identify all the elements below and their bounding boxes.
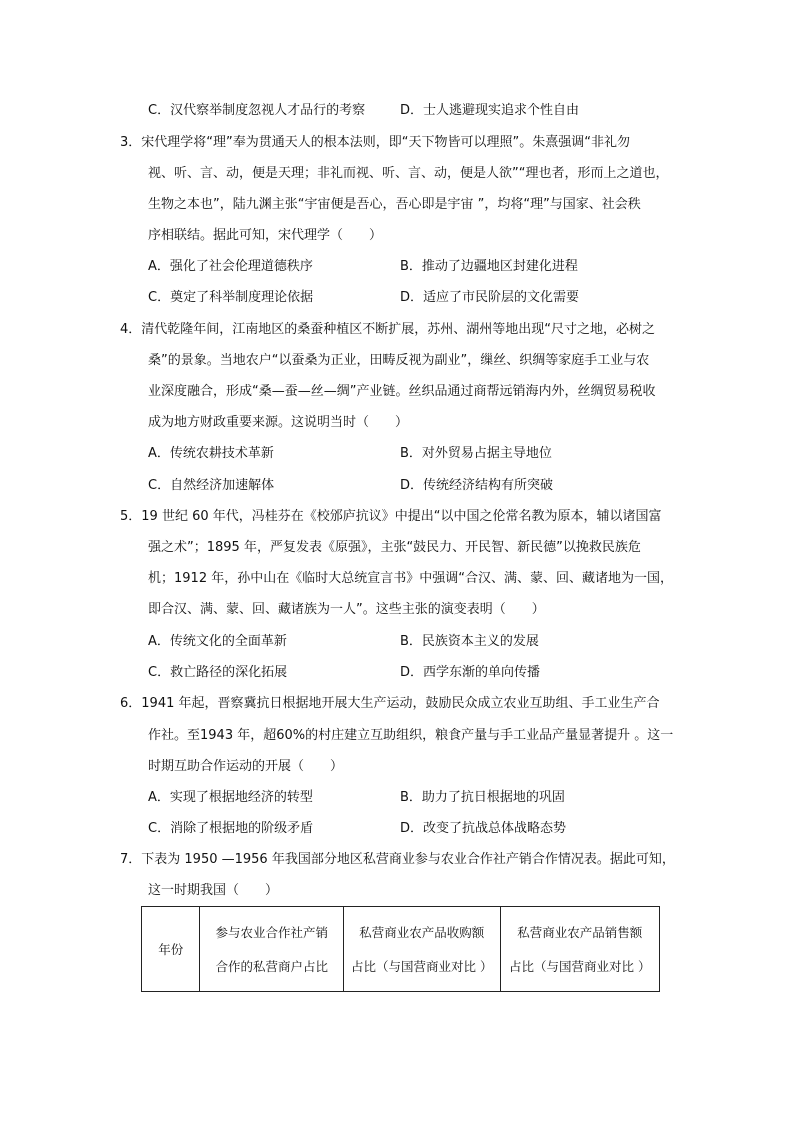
q4-option-c: C．自然经济加速解体 (148, 478, 275, 493)
q5-stem-line-3: 机；1912 年，孙中山在《临时大总统宣言书》中强调“合汉、满、蒙、回、藏诸地为一国， (148, 571, 673, 586)
q3-option-b: B．推动了边疆地区封建化进程 (400, 259, 578, 274)
header-sales-share (500, 907, 660, 992)
header-purchase-line-1: 私营商业农产品收购额 (359, 925, 485, 940)
q5-stem-line-1: 5．19 世纪 60 年代，冯桂芬在《校邠庐抗议》中提出“以中国之伦常名教为原本，辅以诸国富 (120, 509, 662, 524)
q4-stem-line-1: 4．清代乾隆年间，江南地区的桑蚕种植区不断扩展，苏州、湖州等地出现“尺寸之地，必树之 (120, 322, 656, 337)
q4-option-a: A．传统农耕技术革新 (148, 446, 274, 461)
q4-stem-line-4: 成为地方财政重要来源。这说明当时（ ） (148, 415, 409, 430)
header-year: 年份 (142, 907, 200, 992)
q3-stem-line-2: 视、听、言、动，便是天理；非礼而视、听、言、动，便是人欲”“理也者，形而上之道也， (148, 166, 669, 181)
q5-stem-line-2: 强之术”；1895 年，严复发表《原强》，主张“鼓民力、开民智、新民德”以挽救民族危 (148, 540, 641, 555)
header-participation-line-1: 参与农业合作社产销 (215, 925, 328, 940)
q5-option-d: D．西学东渐的单向传播 (400, 665, 541, 680)
q3-option-d: D．适应了市民阶层的文化需要 (400, 290, 580, 305)
q6-option-c: C．消除了根据地的阶级矛盾 (148, 821, 314, 836)
q5-option-a: A．传统文化的全面革新 (148, 634, 287, 649)
q7-stem-line-2: 这一时期我国（ ） (148, 883, 279, 898)
q6-option-a: A．实现了根据地经济的转型 (148, 790, 313, 805)
q2-option-c: C．汉代察举制度忽视人才品行的考察 (148, 103, 366, 118)
header-participation-share (200, 907, 344, 992)
q4-stem-line-2: 桑”的景象。当地农户“以蚕桑为正业，田畴反视为副业”，缫丝、织绸等家庭手工业与农 (148, 353, 650, 368)
header-purchase-share (344, 907, 501, 992)
table-header-row (142, 907, 660, 992)
q3-stem-line-1: 3．宋代理学将“理”奉为贯通天人的根本法则，即“天下物皆可以理照”。朱熹强调“非礼勿 (120, 135, 630, 150)
q3-option-c: C．奠定了科举制度理论依据 (148, 290, 314, 305)
q5-option-c: C．救亡路径的深化拓展 (148, 665, 288, 680)
q7-data-table (141, 906, 660, 992)
q4-option-d: D．传统经济结构有所突破 (400, 478, 554, 493)
q6-stem-line-2: 作社。至1943 年，超60%的村庄建立互助组织，粮食产量与手工业品产量显著提升 。这一 (148, 728, 674, 743)
q6-stem-line-1: 6．1941 年起，晋察冀抗日根据地开展大生产运动，鼓励民众成立农业互助组、手工业生产合 (120, 696, 660, 711)
q2-option-d: D．士人逃避现实追求个性自由 (400, 103, 580, 118)
header-participation-line-2: 合作的私营商户占比 (215, 959, 328, 974)
q3-stem-line-3: 生物之本也”，陆九渊主张“宇宙便是吾心，吾心即是宇宙 ”，均将“理”与国家、社会秩 (148, 197, 641, 212)
q3-stem-line-4: 序相联结。据此可知，宋代理学（ ） (148, 228, 383, 243)
header-sales-line-2: 占比（与国营商业对比 ） (509, 959, 651, 974)
q6-stem-line-3: 时期互助合作运动的开展（ ） (148, 759, 344, 774)
q7-stem-line-1: 7．下表为 1950 —1956 年我国部分地区私营商业参与农业合作社产销合作情况表。据此可知， (120, 852, 675, 867)
q6-option-b: B．助力了抗日根据地的巩固 (400, 790, 565, 805)
q4-option-b: B．对外贸易占据主导地位 (400, 446, 552, 461)
q6-option-d: D．改变了抗战总体战略态势 (400, 821, 567, 836)
header-purchase-line-2: 占比（与国营商业对比 ） (351, 959, 493, 974)
header-sales-line-1: 私营商业农产品销售额 (517, 925, 643, 940)
q3-option-a: A．强化了社会伦理道德秩序 (148, 259, 313, 274)
q4-stem-line-3: 业深度融合，形成“桑—蚕—丝—绸”产业链。丝织品通过商帮远销海内外，丝绸贸易税收 (148, 384, 656, 399)
q5-option-b: B．民族资本主义的发展 (400, 634, 539, 649)
q5-stem-line-4: 即合汉、满、蒙、回、藏诸族为一人”。这些主张的演变表明（ ） (148, 602, 545, 617)
